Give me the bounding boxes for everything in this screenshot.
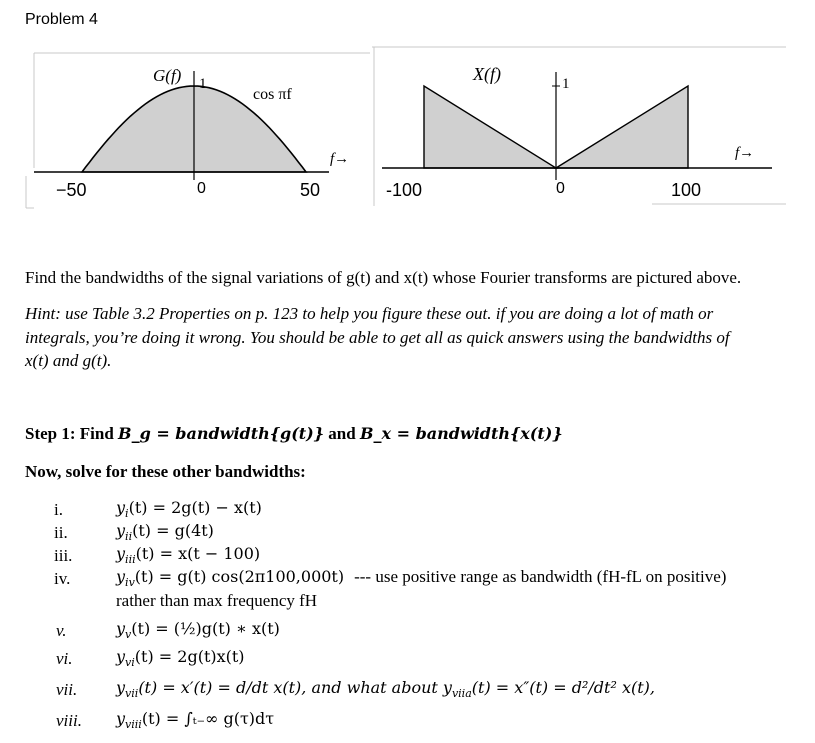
g-axis-arrow-label: f→ (330, 151, 350, 167)
x-spectrum-right-triangle (556, 86, 688, 168)
item-4-equation (116, 567, 726, 589)
x-tick-minus-100: -100 (386, 180, 423, 200)
x-tick-100: 100 (671, 180, 702, 200)
item-3-equation (116, 544, 260, 566)
item-6-lhs: y (116, 647, 126, 666)
item-6-sub: vi (125, 656, 135, 670)
g-curve-label: cos πf (253, 86, 292, 103)
item-7-sub-2: viia (451, 687, 472, 701)
item-4-note: --- use positive range as bandwidth (fH-fL on positive) (354, 567, 727, 586)
x-tick-0: 0 (556, 180, 565, 197)
item-3-numeral: iii. (54, 546, 73, 565)
item-7-sub: vii (125, 687, 139, 701)
item-1-rhs: (t) = 2g(t) − x(t) (128, 498, 262, 517)
item-5-numeral: v. (56, 621, 67, 640)
step-1-expr-x: B_x = bandwidth{x(t)} (359, 424, 563, 443)
now-solve-heading: Now, solve for these other bandwidths: (25, 462, 306, 481)
item-8-equation (116, 709, 274, 731)
item-8-rhs: (t) = ∫ₜ₋∞ g(τ)dτ (141, 709, 275, 728)
x-peak-tick-label: 1 (562, 76, 570, 92)
item-4-lhs: y (116, 567, 126, 586)
x-spectrum-label: X(f) (473, 64, 501, 84)
item-2-rhs: (t) = g(4t) (132, 521, 214, 540)
hint-line-3: x(t) and g(t). (25, 351, 112, 370)
g-tick-50: 50 (300, 180, 321, 200)
problem-title: Problem 4 (25, 11, 98, 28)
item-2-numeral: ii. (54, 523, 68, 542)
item-3-rhs: (t) = x(t − 100) (135, 544, 261, 563)
x-spectrum-figure (372, 38, 790, 213)
item-5-equation (116, 619, 280, 641)
hint-line-1: Hint: use Table 3.2 Properties on p. 123 to help you figure these out. if you are doing a lot of math or (25, 304, 714, 323)
item-1-equation (116, 498, 262, 520)
item-3-lhs: y (116, 544, 126, 563)
item-2-lhs: y (116, 521, 126, 540)
item-3-sub: iii (125, 553, 136, 567)
item-5-sub: v (125, 628, 132, 642)
item-7-numeral: vii. (56, 680, 78, 699)
item-7-equation (116, 678, 655, 700)
item-4-numeral: iv. (54, 569, 71, 588)
item-8-lhs: y (116, 709, 126, 728)
item-6-rhs: (t) = 2g(t)x(t) (134, 647, 245, 666)
hint-line-2: integrals, you’re doing it wrong. You should be able to get all as quick answers using the bandwidths of (25, 328, 730, 347)
x-axis-arrow-label: f→ (735, 145, 755, 161)
item-7-rhs: (t) = x′(t) = d/dt x(t), and what about y (138, 678, 452, 697)
item-6-numeral: vi. (56, 649, 73, 668)
step-1-prefix: Step 1: Find (25, 424, 119, 443)
g-tick-0: 0 (197, 180, 206, 197)
item-4-note-continued: rather than max frequency fH (116, 591, 318, 610)
item-8-sub: viii (125, 718, 142, 732)
step-1-and: and (324, 424, 360, 443)
item-8-numeral: viii. (56, 711, 82, 730)
item-7-lhs: y (116, 678, 126, 697)
item-5-lhs: y (116, 619, 126, 638)
item-1-lhs: y (116, 498, 126, 517)
item-6-equation (116, 647, 245, 669)
item-4-sub: iv (125, 576, 135, 590)
item-1-sub: i (125, 507, 129, 521)
step-1-expr-g: B_g = bandwidth{g(t)} (118, 424, 325, 443)
g-peak-tick-label: 1 (199, 76, 207, 92)
g-tick-minus-50: −50 (56, 180, 87, 200)
x-spectrum-left-triangle (424, 86, 556, 168)
item-1-numeral: i. (54, 500, 63, 519)
item-2-equation (116, 521, 214, 543)
item-4-rhs: (t) = g(t) cos(2π100,000t) (134, 567, 345, 586)
g-spectrum-label: G(f) (153, 66, 182, 85)
item-5-rhs: (t) = (½)g(t) ∗ x(t) (131, 619, 280, 638)
step-1-heading (25, 424, 563, 444)
item-7-rhs-2: (t) = x″(t) = d²/dt² x(t), (471, 678, 655, 697)
question-text: Find the bandwidths of the signal variations of g(t) and x(t) whose Fourier transforms are pictured above. (25, 268, 742, 287)
item-2-sub: ii (125, 530, 133, 544)
